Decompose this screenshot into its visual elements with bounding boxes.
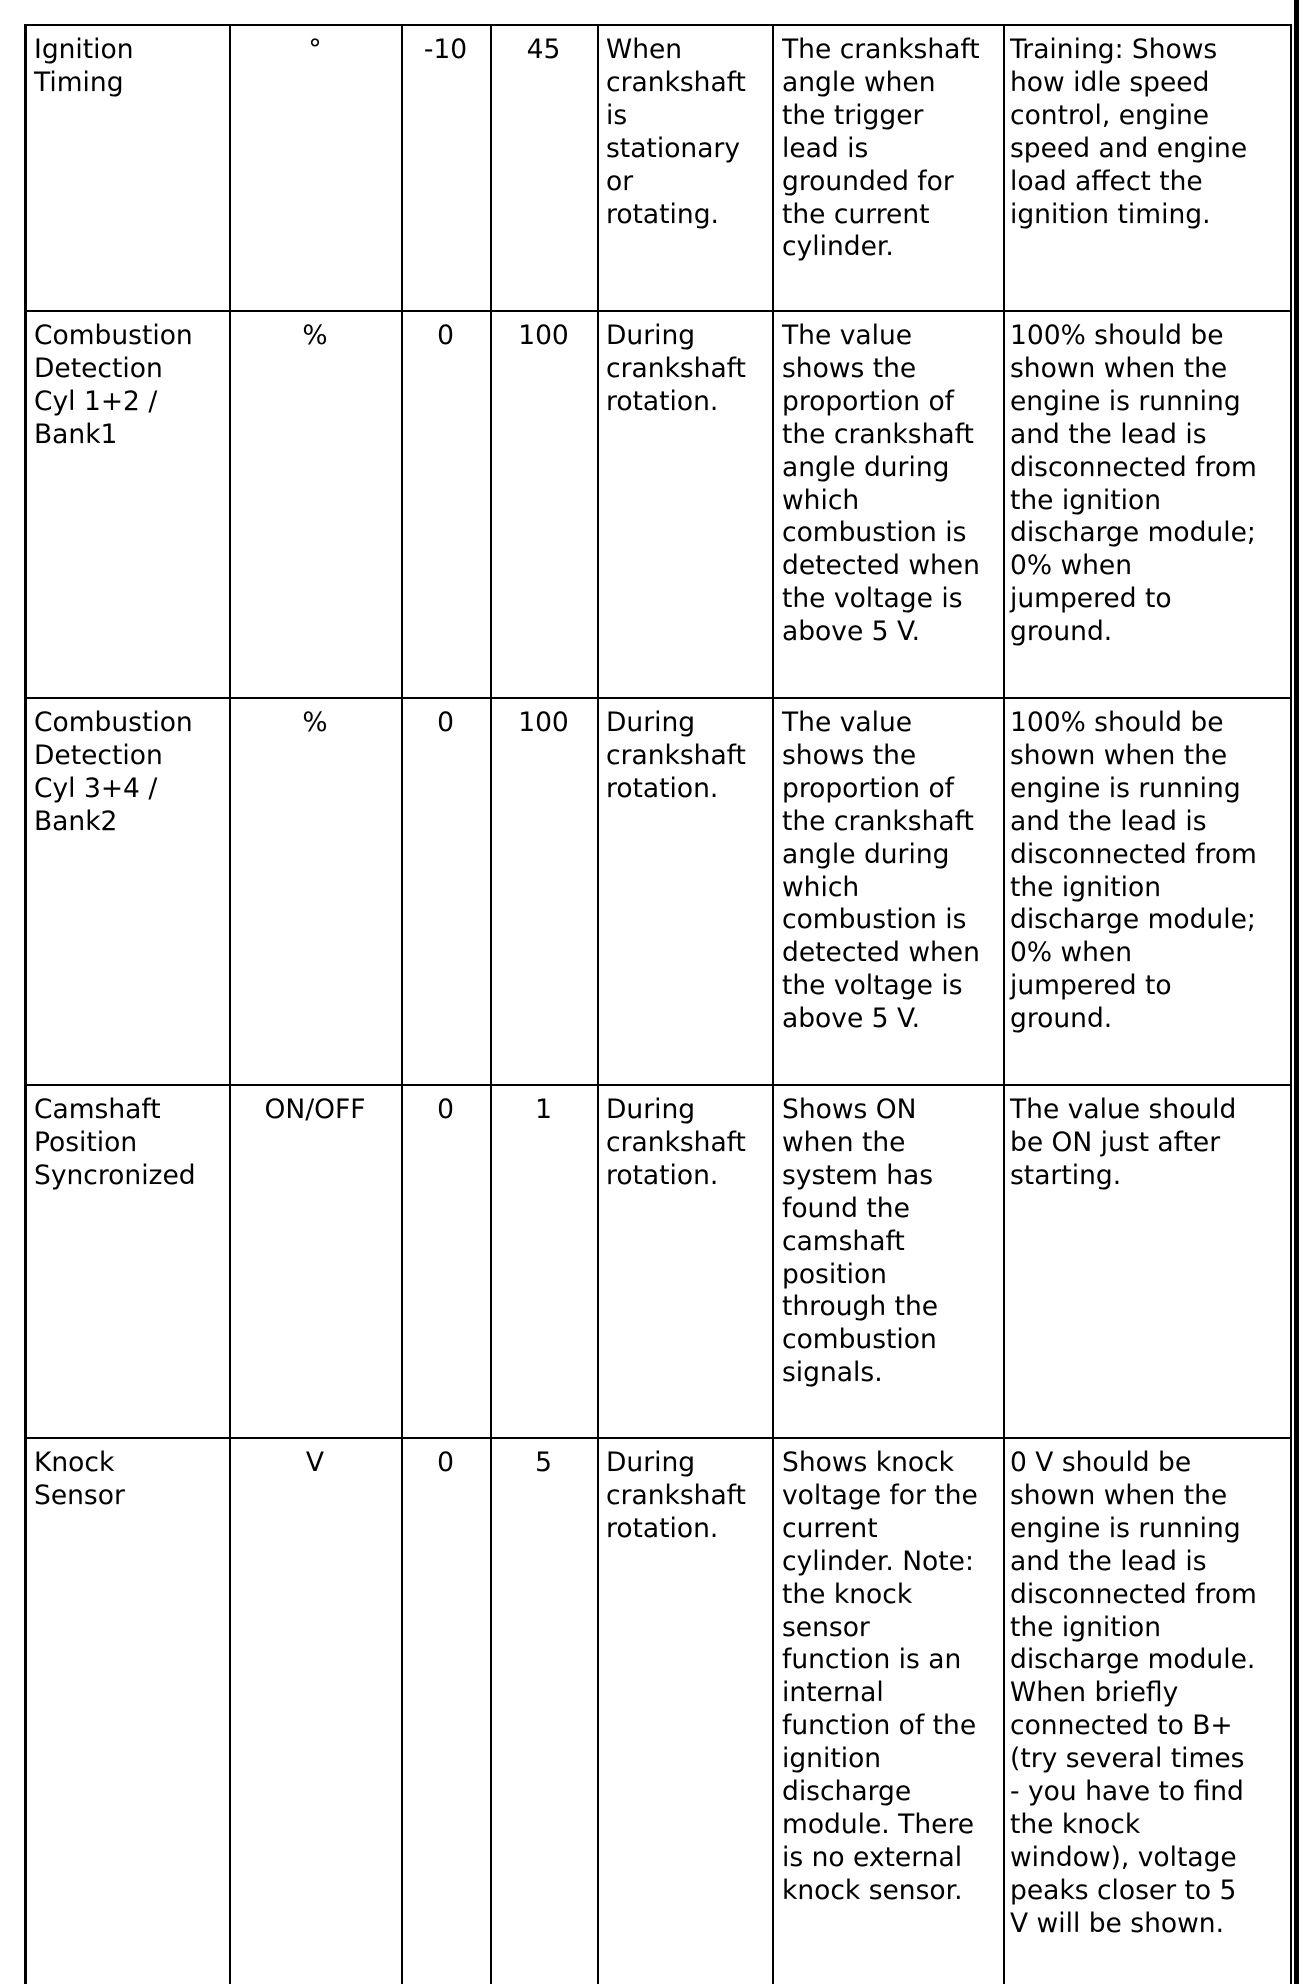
cell-text-line: 100% should be <box>1010 707 1224 738</box>
cell-text-line: ground. <box>1010 616 1113 648</box>
condition-cell <box>606 312 771 697</box>
condition-cell <box>606 1439 771 1984</box>
cell-text-line: and the lead is <box>1010 805 1207 837</box>
cell-text-line: when the <box>782 1126 906 1158</box>
cell-text-line: jumpered to <box>1010 970 1172 1002</box>
min-value-cell <box>401 1439 490 1984</box>
cell-text-line: disconnected from <box>1010 451 1257 483</box>
cell-text-line: cylinder. Note: <box>782 1545 974 1577</box>
cell-text-line: be ON just after <box>1010 1126 1221 1158</box>
cell-text-line: combustion is <box>782 517 967 549</box>
cell-text-line: the ignition <box>1010 484 1162 516</box>
description-cell <box>782 312 1010 697</box>
cell-text-line: Camshaft <box>34 1094 161 1125</box>
cell-text-line: When <box>606 34 683 65</box>
cell-text-line: engine is running <box>1010 772 1241 804</box>
cell-text-line: shown when the <box>1010 352 1228 384</box>
cell-text-line: Detection <box>34 352 163 384</box>
cell-text-line: detected when <box>782 937 980 969</box>
unit-cell <box>229 1086 401 1437</box>
cell-text-line: cylinder. <box>782 231 894 263</box>
min-value-cell <box>401 1086 490 1437</box>
cell-text-line: During <box>606 707 696 738</box>
cell-text-line: 0% when <box>1010 937 1133 969</box>
cell-text-line: function is an <box>782 1644 962 1676</box>
condition-cell <box>606 26 771 310</box>
cell-text: 0 <box>437 707 454 738</box>
min-value-cell <box>401 26 490 310</box>
cell-text-line: rotation. <box>606 1512 719 1544</box>
cell-text: % <box>302 320 328 351</box>
cell-text-line: Combustion <box>34 320 193 351</box>
cell-text-line: the voltage is <box>782 583 963 615</box>
cell-text-line: Training: Shows <box>1010 34 1218 65</box>
table-row <box>24 26 1292 310</box>
cell-text-line: During <box>606 1094 696 1125</box>
cell-text-line: ignition timing. <box>1010 198 1211 230</box>
cell-text: 0 <box>437 1094 454 1125</box>
cell-text-line: above 5 V. <box>782 1003 921 1035</box>
cell-text: % <box>302 707 328 738</box>
unit-cell <box>229 1439 401 1984</box>
cell-text-line: disconnected from <box>1010 1578 1257 1610</box>
cell-text: 0 <box>437 320 454 351</box>
cell-text-line: knock sensor. <box>782 1874 963 1906</box>
cell-text-line: window), voltage <box>1010 1841 1237 1873</box>
unit-cell <box>229 312 401 697</box>
parameter-name <box>34 1439 229 1984</box>
cell-text-line: The value should <box>1010 1094 1237 1125</box>
cell-text-line: 100% should be <box>1010 320 1224 351</box>
max-value-cell <box>490 699 597 1084</box>
cell-text-line: angle during <box>782 838 950 870</box>
cell-text-line: above 5 V. <box>782 616 921 648</box>
cell-text: 45 <box>526 34 561 65</box>
cell-text-line: lead is <box>782 132 869 164</box>
cell-text: 0 <box>437 1447 454 1478</box>
cell-text-line: proportion of <box>782 772 955 804</box>
max-value-cell <box>490 312 597 697</box>
cell-text-line: Knock <box>34 1447 115 1478</box>
cell-text-line: discharge module; <box>1010 904 1256 936</box>
cell-text-line: rotation. <box>606 1159 719 1191</box>
cell-text-line: is <box>606 99 628 131</box>
table-row <box>24 1086 1292 1437</box>
cell-text-line: connected to B+ <box>1010 1710 1233 1742</box>
cell-text: 1 <box>535 1094 552 1125</box>
cell-text-line: jumpered to <box>1010 583 1172 615</box>
cell-text-line: Bank2 <box>34 805 118 837</box>
cell-text-line: peaks closer to 5 <box>1010 1874 1237 1906</box>
cell-text-line: Timing <box>34 66 124 98</box>
cell-text-line: engine is running <box>1010 1512 1241 1544</box>
cell-text-line: V will be shown. <box>1010 1907 1224 1939</box>
condition-cell <box>606 699 771 1084</box>
cell-text-line: discharge module; <box>1010 517 1256 549</box>
cell-text-line: or <box>606 165 634 197</box>
cell-text: 100 <box>518 707 569 738</box>
cell-text-line: signals. <box>782 1357 883 1389</box>
cell-text: ON/OFF <box>264 1094 366 1125</box>
cell-text: ° <box>308 34 322 65</box>
cell-text-line: - you have to find <box>1010 1776 1244 1808</box>
cell-text-line: internal <box>782 1677 884 1709</box>
cell-text-line: Shows knock <box>782 1447 955 1478</box>
cell-text-line: which <box>782 871 860 903</box>
cell-text-line: is no external <box>782 1841 963 1873</box>
cell-text-line: Syncronized <box>34 1159 196 1191</box>
cell-text-line: the knock <box>1010 1808 1141 1840</box>
cell-text-line: speed and engine <box>1010 132 1248 164</box>
cell-text: 100 <box>518 320 569 351</box>
cell-text-line: 0% when <box>1010 550 1133 582</box>
max-value-cell <box>490 1439 597 1984</box>
cell-text-line: grounded for <box>782 165 954 197</box>
note-cell <box>1010 699 1290 1084</box>
cell-text-line: sensor <box>782 1611 870 1643</box>
cell-text-line: the crankshaft <box>782 805 974 837</box>
cell-text-line: shows the <box>782 739 917 771</box>
cell-text-line: Sensor <box>34 1479 125 1511</box>
cell-text-line: rotation. <box>606 385 719 417</box>
cell-text-line: the voltage is <box>782 970 963 1002</box>
cell-text-line: combustion <box>782 1324 937 1356</box>
cell-text-line: position <box>782 1258 887 1290</box>
cell-text-line: During <box>606 320 696 351</box>
cell-text-line: rotation. <box>606 772 719 804</box>
cell-text-line: found the <box>782 1192 910 1224</box>
unit-cell <box>229 699 401 1084</box>
cell-text-line: proportion of <box>782 385 955 417</box>
cell-text-line: angle during <box>782 451 950 483</box>
cell-text-line: crankshaft <box>606 66 746 98</box>
cell-text-line: ground. <box>1010 1003 1113 1035</box>
max-value-cell <box>490 26 597 310</box>
cell-text: V <box>305 1447 325 1478</box>
cell-text: 5 <box>535 1447 552 1478</box>
cell-text-line: angle when <box>782 66 936 98</box>
description-cell <box>782 699 1010 1084</box>
condition-cell <box>606 1086 771 1437</box>
cell-text-line: discharge module. <box>1010 1644 1256 1676</box>
note-cell <box>1010 26 1290 310</box>
parameter-name <box>34 1086 229 1437</box>
cell-text-line: which <box>782 484 860 516</box>
cell-text-line: Cyl 3+4 / <box>34 772 158 804</box>
cell-text-line: 0 V should be <box>1010 1447 1192 1478</box>
description-cell <box>782 26 1010 310</box>
cell-text-line: crankshaft <box>606 352 746 384</box>
cell-text-line: the trigger <box>782 99 924 131</box>
cell-text-line: (try several times <box>1010 1743 1245 1775</box>
cell-text-line: the crankshaft <box>782 418 974 450</box>
cell-text-line: Detection <box>34 739 163 771</box>
cell-text-line: the ignition <box>1010 871 1162 903</box>
cell-text-line: disconnected from <box>1010 838 1257 870</box>
table-row <box>24 699 1292 1084</box>
parameter-name <box>34 699 229 1084</box>
cell-text-line: and the lead is <box>1010 418 1207 450</box>
min-value-cell <box>401 312 490 697</box>
table-row <box>24 1439 1292 1984</box>
cell-text-line: The value <box>782 320 913 351</box>
parameter-name <box>34 26 229 310</box>
cell-text-line: the current <box>782 198 930 230</box>
cell-text-line: Cyl 1+2 / <box>34 385 158 417</box>
cell-text-line: load affect the <box>1010 165 1203 197</box>
cell-text-line: current <box>782 1512 878 1544</box>
cell-text-line: control, engine <box>1010 99 1210 131</box>
cell-text-line: shown when the <box>1010 1479 1228 1511</box>
min-value-cell <box>401 699 490 1084</box>
cell-text-line: The value <box>782 707 913 738</box>
cell-text-line: through the <box>782 1291 939 1323</box>
cell-text-line: combustion is <box>782 904 967 936</box>
cell-text-line: engine is running <box>1010 385 1241 417</box>
cell-text-line: detected when <box>782 550 980 582</box>
cell-text-line: Combustion <box>34 707 193 738</box>
cell-text-line: camshaft <box>782 1225 905 1257</box>
cell-text-line: Position <box>34 1126 138 1158</box>
description-cell <box>782 1439 1010 1984</box>
cell-text-line: During <box>606 1447 696 1478</box>
cell-text-line: the knock <box>782 1578 913 1610</box>
cell-text-line: and the lead is <box>1010 1545 1207 1577</box>
cell-text-line: crankshaft <box>606 739 746 771</box>
cell-text-line: shown when the <box>1010 739 1228 771</box>
cell-text-line: the ignition <box>1010 1611 1162 1643</box>
description-cell <box>782 1086 1010 1437</box>
note-cell <box>1010 1439 1290 1984</box>
cell-text-line: crankshaft <box>606 1479 746 1511</box>
cell-text-line: The crankshaft <box>782 34 980 65</box>
cell-text-line: stationary <box>606 132 741 164</box>
cell-text-line: Shows ON <box>782 1094 917 1125</box>
cell-text-line: discharge <box>782 1776 912 1808</box>
cell-text-line: function of the <box>782 1710 977 1742</box>
note-cell <box>1010 312 1290 697</box>
parameter-name <box>34 312 229 697</box>
cell-text-line: shows the <box>782 352 917 384</box>
cell-text-line: voltage for the <box>782 1479 978 1511</box>
note-cell <box>1010 1086 1290 1437</box>
cell-text-line: starting. <box>1010 1159 1122 1191</box>
cell-text-line: rotating. <box>606 198 719 230</box>
cell-text-line: When briefly <box>1010 1677 1179 1709</box>
cell-text-line: how idle speed <box>1010 66 1210 98</box>
cell-text-line: crankshaft <box>606 1126 746 1158</box>
cell-text-line: module. There <box>782 1808 975 1840</box>
cell-text-line: system has <box>782 1159 934 1191</box>
cell-text-line: Bank1 <box>34 418 118 450</box>
cell-text: -10 <box>423 34 468 65</box>
cell-text-line: ignition <box>782 1743 882 1775</box>
max-value-cell <box>490 1086 597 1437</box>
table-row <box>24 312 1292 697</box>
unit-cell <box>229 26 401 310</box>
cell-text-line: Ignition <box>34 34 134 65</box>
page-right-border <box>1294 0 1299 1984</box>
